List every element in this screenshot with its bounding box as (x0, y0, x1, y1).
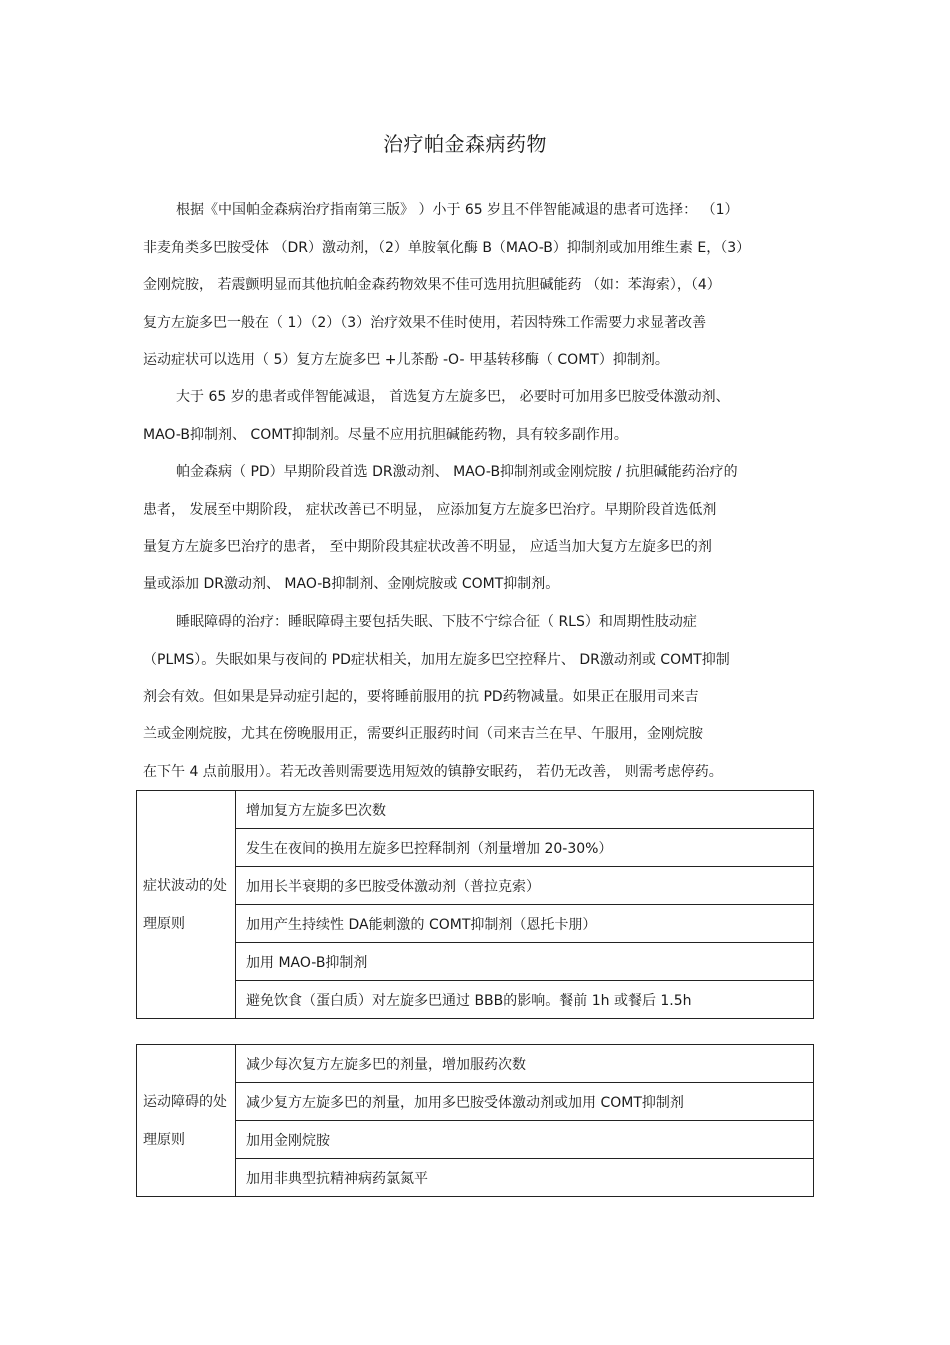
text-line: MAO-B抑制剂、 COMT抑制剂。尽量不应用抗胆碱能药物，具有较多副作用。 (143, 427, 628, 443)
text-line: 大于 65 岁的患者或伴智能减退， 首选复方左旋多巴， 必要时可加用多巴胺受体激动剂、 (176, 389, 730, 405)
table-cell: 减少每次复方左旋多巴的剂量，增加服药次数 (236, 1045, 814, 1083)
table-header-cell: 运动障碍的处理原则 (137, 1045, 236, 1197)
table-cell: 加用 MAO-B抑制剂 (236, 943, 814, 981)
text-line: 剂会有效。但如果是异动症引起的，要将睡前服用的抗 PD药物减量。如果正在服用司来吉 (143, 689, 699, 705)
table-cell: 加用非典型抗精神病药氯氮平 (236, 1159, 814, 1197)
text-line: 非麦角类多巴胺受体 （DR）激动剂，（2）单胺氧化酶 B（MAO-B）抑制剂或加用维生素 E，（3） (143, 240, 751, 256)
dyskinesia-table (136, 1044, 814, 1197)
table-cell: 增加复方左旋多巴次数 (236, 791, 814, 829)
text-line: （PLMS）。失眠如果与夜间的 PD症状相关，加用左旋多巴空控释片、 DR激动剂或 COMT抑制 (143, 652, 730, 668)
text-line: 复方左旋多巴一般在（ 1）（2）（3）治疗效果不佳时使用，若因特殊工作需要力求显著改善 (143, 315, 707, 331)
text-line: 在下午 4 点前服用）。若无改善则需要选用短效的镇静安眠药， 若仍无改善， 则需考虑停药。 (143, 764, 723, 780)
text-line: 睡眠障碍的治疗：睡眠障碍主要包括失眠、下肢不宁综合征（ RLS）和周期性肢动症 (176, 614, 697, 630)
table-cell: 减少复方左旋多巴的剂量，加用多巴胺受体激动剂或加用 COMT抑制剂 (236, 1083, 814, 1121)
text-line: 量复方左旋多巴治疗的患者， 至中期阶段其症状改善不明显， 应适当加大复方左旋多巴的剂 (143, 539, 712, 555)
table-cell: 发生在夜间的换用左旋多巴控释制剂（剂量增加 20-30%） (236, 829, 814, 867)
fluctuation-table (136, 790, 814, 1019)
text-line: 帕金森病（ PD）早期阶段首选 DR激动剂、 MAO-B抑制剂或金刚烷胺 / 抗胆碱能药治疗的 (176, 464, 738, 480)
table-cell: 加用长半衰期的多巴胺受体激动剂（普拉克索） (236, 867, 814, 905)
table-cell: 避免饮食（蛋白质）对左旋多巴通过 BBB的影响。餐前 1h 或餐后 1.5h (236, 981, 814, 1019)
text-line: 根据《中国帕金森病治疗指南第三版》 ）小于 65 岁且不伴智能减退的患者可选择： （1） (176, 202, 739, 218)
text-line: 患者， 发展至中期阶段， 症状改善已不明显， 应添加复方左旋多巴治疗。早期阶段首选低剂 (143, 502, 717, 518)
text-line: 运动症状可以选用（ 5）复方左旋多巴 +儿茶酚 -O- 甲基转移酶（ COMT）抑制剂。 (143, 352, 669, 368)
table-cell: 加用产生持续性 DA能刺激的 COMT抑制剂（恩托卡朋） (236, 905, 814, 943)
page-title: 治疗帕金森病药物 (383, 132, 547, 156)
text-line: 量或添加 DR激动剂、 MAO-B抑制剂、金刚烷胺或 COMT抑制剂。 (143, 576, 560, 592)
table-cell: 加用金刚烷胺 (236, 1121, 814, 1159)
table-header-cell: 症状波动的处理原则 (137, 791, 236, 1019)
text-line: 金刚烷胺， 若震颤明显而其他抗帕金森药物效果不佳可选用抗胆碱能药 （如：苯海索），（4） (143, 277, 721, 293)
text-line: 兰或金刚烷胺，尤其在傍晚服用正，需要纠正服药时间（司来吉兰在早、午服用，金刚烷胺 (143, 726, 703, 742)
